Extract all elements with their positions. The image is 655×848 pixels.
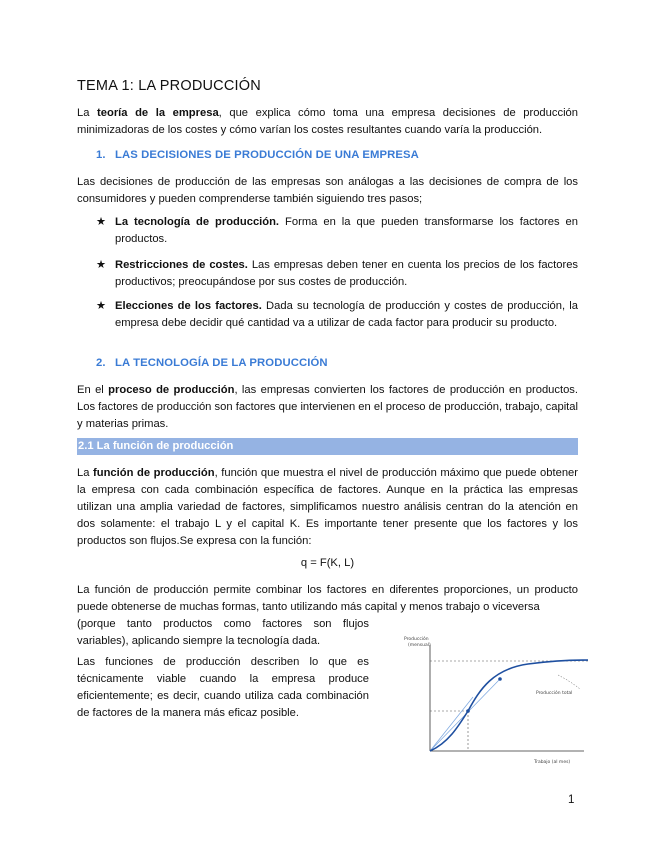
- tangent-line: [430, 697, 473, 751]
- star-bullet-icon: ★: [96, 259, 107, 271]
- bullet-item: ★ La tecnología de producción. Forma en la que pueden transformarse los factores en productos.: [96, 216, 578, 245]
- section2-paragraph: En el proceso de producción, las empresas convierten los factores de producción en productos. Los factores de producción son factores que intervienen en el proceso de producción, trabajo, capital y materias primas.: [77, 384, 579, 430]
- production-function-paragraph: La función de producción, función que muestra el nivel de producción máximo que puede obtener la empresa con cada combinación específica de factores. Aunque en la práctica las empresas utilizan una amplia variedad de factores, simplificamos nuestro análisis centran do la atención en dos solamente: el trabajo L y el capital K. Es importante tener presente que los factores y los productos son flujos.Se expresa con la función:: [77, 467, 578, 547]
- subsection-heading-bar: 2.1 La función de producción: [77, 438, 578, 455]
- combination-paragraph: La función de producción permite combinar los factores en diferentes proporciones, un producto puede obtenerse de muchas formas, tanto utilizando más capital y menos trabajo o viceversa: [77, 584, 578, 613]
- star-bullet-icon: ★: [96, 216, 107, 228]
- intro-paragraph: La teoría de la empresa, que explica cómo toma una empresa decisiones de producción minimizadoras de los costes y cómo varían los costes resultantes cuando varía la producción.: [77, 107, 578, 136]
- figure-ylabel: Producción: [404, 637, 429, 642]
- intro-term: teoría de la empresa: [97, 107, 219, 119]
- page-title: TEMA 1: LA PRODUCCIÓN: [77, 78, 261, 94]
- efficiency-paragraph: Las funciones de producción describen lo que es técnicamente viable cuando la empresa produce eficientemente; es decir, cuando utiliza cada combinación de factores de la manera más eficaz posible.: [77, 656, 369, 719]
- figure-xlabel: Trabajo (al mes): [534, 760, 571, 765]
- curve-point: [498, 677, 502, 681]
- formula: q = F(K, L): [300, 557, 355, 569]
- combination-paragraph-continued: (porque tanto productos como factores son flujos variables), aplicando siempre la tecnología dada.: [77, 618, 369, 647]
- section2-heading: 2. LA TECNOLOGÍA DE LA PRODUCCIÓN: [96, 357, 328, 369]
- curve-label: Producción total: [536, 691, 573, 696]
- bullet-item: ★ Restricciones de costes. Las empresas deben tener en cuenta los precios de los factores productivos; preocupándose por sus costes de producción.: [96, 259, 579, 288]
- bullet-item: ★ Elecciones de los factores. Dada su tecnología de producción y costes de producción, la empresa debe decidir qué cantidad va a utilizar de cada factor para producir su producto.: [96, 300, 578, 329]
- curve-point: [466, 709, 470, 713]
- section1-paragraph: Las decisiones de producción de las empresas son análogas a las decisiones de compra de los consumidores y pueden comprenderse también siguiendo tres pasos;: [77, 176, 578, 205]
- section1-heading: 1. LAS DECISIONES DE PRODUCCIÓN DE UNA EMPRESA: [96, 149, 419, 161]
- page-number: 1: [568, 794, 575, 806]
- total-product-curve: [430, 660, 588, 751]
- figure-ylabel-unit: (mensual): [408, 643, 431, 648]
- production-curve-figure: [388, 631, 588, 768]
- star-bullet-icon: ★: [96, 300, 107, 312]
